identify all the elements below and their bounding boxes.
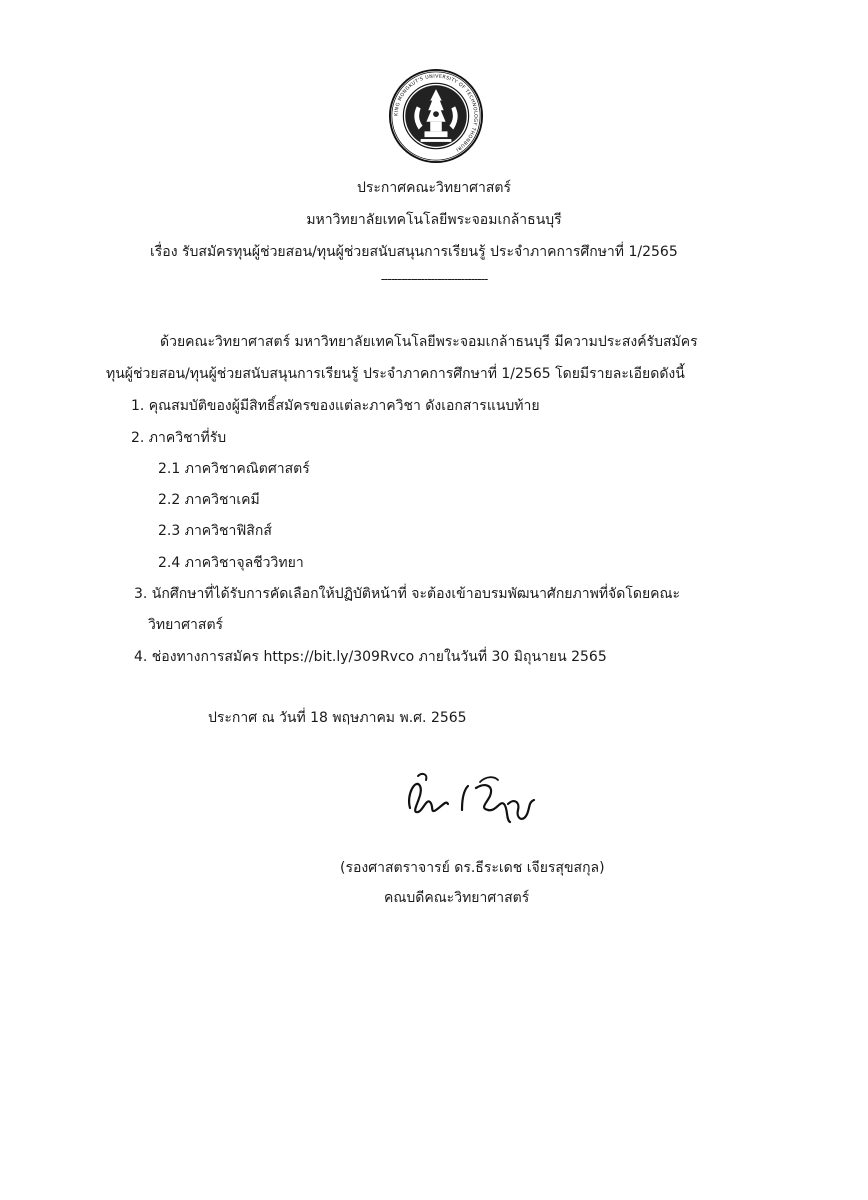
header-divider: -------------------------------- [380,272,488,286]
list-item-2: 2. ภาควิชาที่รับ [131,430,227,446]
list-item-3-line1: 3. นักศึกษาที่ได้รับการคัดเลือกให้ปฏิบัติหน้าที่ จะต้องเข้าอบรมพัฒนาศักยภาพที่จัดโดยคณะ [134,586,681,602]
intro-line1: ด้วยคณะวิทยาศาสตร์ มหาวิทยาลัยเทคโนโลยีพระจอมเกล้าธนบุรี มีความประสงค์รับสมัคร [160,334,698,350]
sub-item-2-3: 2.3 ภาควิชาฟิสิกส์ [158,523,272,539]
signer-name: (รองศาสตราจารย์ ดร.ธีระเดช เจียรสุขสกุล) [340,860,605,876]
list-item-1: 1. คุณสมบัติของผู้มีสิทธิ์สมัครของแต่ละภาควิชา ดังเอกสารแนบท้าย [131,398,540,414]
header-line1: ประกาศคณะวิทยาศาสตร์ [356,180,512,196]
intro-line2: ทุนผู้ช่วยสอน/ทุนผู้ช่วยสนับสนุนการเรียนรู้ ประจำภาคการศึกษาที่ 1/2565 โดยมีรายละเอียดดังนี้ [106,366,685,382]
university-seal-logo [388,68,484,164]
sub-item-2-1: 2.1 ภาควิชาคณิตศาสตร์ [158,461,310,477]
signature-image [396,764,546,830]
list-item-4: 4. ช่องทางการสมัคร https://bit.ly/309Rvco ภายในวันที่ 30 มิถุนายน 2565 [134,649,607,665]
subject-line: เรื่อง รับสมัครทุนผู้ช่วยสอน/ทุนผู้ช่วยสนับสนุนการเรียนรู้ ประจำภาคการศึกษาที่ 1/2565 [150,244,678,260]
sub-item-2-4: 2.4 ภาควิชาจุลชีววิทยา [158,555,304,571]
sub-item-2-2: 2.2 ภาควิชาเคมี [158,492,260,508]
announce-date: ประกาศ ณ วันที่ 18 พฤษภาคม พ.ศ. 2565 [208,710,467,726]
signer-title: คณบดีคณะวิทยาศาสตร์ [384,890,530,906]
list-item-3-line2: วิทยาศาสตร์ [148,617,224,633]
svg-text:KING MONGKUT'S UNIVERSITY OF T: KING MONGKUT'S UNIVERSITY OF TECHNOLOGY THONBURI [394,74,478,152]
header-line2: มหาวิทยาลัยเทคโนโลยีพระจอมเกล้าธนบุรี [306,212,562,228]
